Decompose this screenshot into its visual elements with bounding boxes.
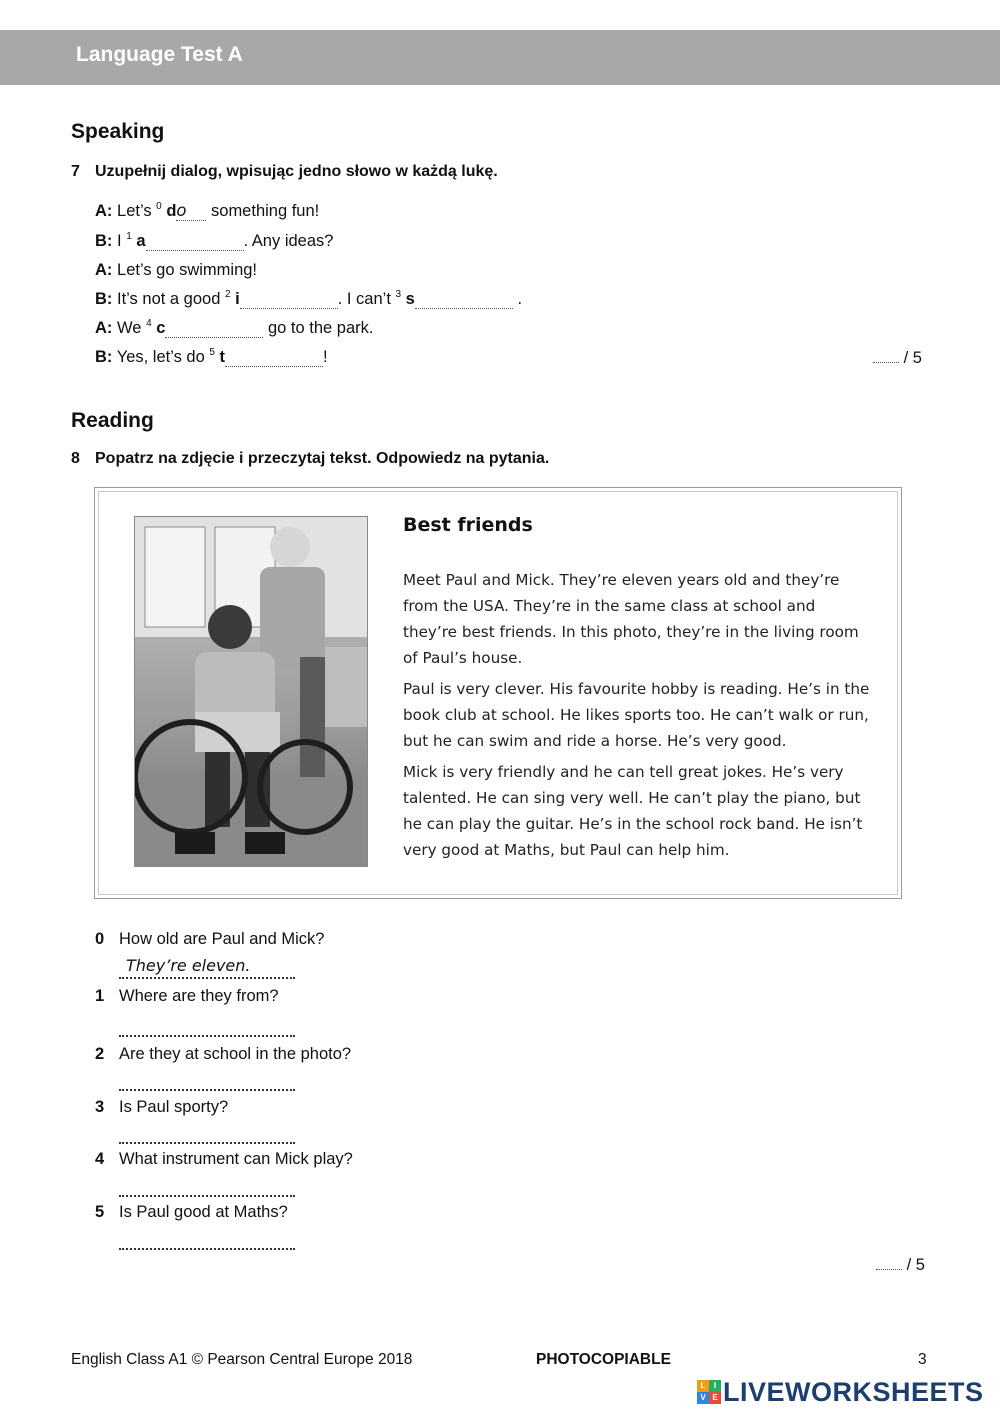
answer-3-input[interactable] [119,1124,295,1142]
footer-photocopiable: PHOTOCOPIABLE [536,1351,671,1368]
answer-2-line [119,1071,295,1091]
header-title: Language Test A [76,43,243,66]
brand-name: LIVEWORKSHEETS [723,1376,984,1407]
paragraph-2: Paul is very clever. His favourite hobby is reading. He’s in the book club at school. He likes sports too. He can’t walk or run, but he can swim and ride a horse. He’s very good. [403,680,870,750]
example-gap: o [176,201,206,221]
answer-4-line [119,1177,295,1197]
score-blank [876,1255,902,1270]
answer-3-line [119,1124,295,1144]
reading-score: / 5 [876,1255,925,1275]
answer-5-input[interactable] [119,1230,295,1248]
instruction-number: 8 [71,450,80,467]
dialog-line-5: B: Yes, let’s do $^5$ t ! [95,347,328,366]
answer-5-line [119,1230,295,1250]
example-answer: They’re eleven. [126,956,251,975]
footer-copyright: English Class A1 © Pearson Central Europe 2018 [71,1351,413,1368]
instruction-number: 7 [71,163,80,180]
question-1: 1 Where are they from? [95,987,279,1005]
reading-instruction [71,450,549,468]
photo-boys-wheelchair [134,516,368,867]
reading-title: Reading [71,409,154,432]
paragraph-3: Mick is very friendly and he can tell great jokes. He’s very talented. He can sing very well. He can’t play the piano, but he can play the guitar. He’s in the school rock band. He isn’t very good at Maths, but Paul can help him. [403,763,863,859]
speaking-instruction [71,163,498,181]
question-5: 5 Is Paul good at Maths? [95,1203,288,1221]
gap-4-input[interactable] [165,321,263,338]
dialog-line-2: A: Let’s go swimming! [95,261,258,279]
dialog-line-1: B: I $^1$ a . Any ideas? [95,231,334,250]
answer-4-input[interactable] [119,1177,295,1195]
text-title: Best friends [403,514,533,536]
gap-5-input[interactable] [225,350,323,367]
gap-1-input[interactable] [146,234,244,251]
liveworksheets-brand[interactable] [697,1376,984,1408]
dialog-line-4: A: We $^4$ c go to the park. [95,318,374,337]
answer-2-input[interactable] [119,1071,295,1089]
dialog-line-0: A: Let’s $^0$ do something fun! [95,201,320,220]
page-header [0,30,1000,85]
page-number: 3 [918,1351,927,1368]
dialog-line-3: B: It’s not a good $^2$ i . I can’t $^3$ s . [95,289,523,308]
gap-3-input[interactable] [415,292,513,309]
question-3: 3 Is Paul sporty? [95,1098,229,1116]
speaking-title: Speaking [71,120,165,143]
paragraph-1: Meet Paul and Mick. They’re eleven years old and they’re from the USA. They’re in the same class at school and they’re best friends. In this photo, they’re in the living room of Paul’s house. [403,571,859,667]
instruction-text: Uzupełnij dialog, wpisując jedno słowo w każdą lukę. [95,163,498,180]
question-2: 2 Are they at school in the photo? [95,1045,352,1063]
liveworksheets-logo-icon: L I V E [697,1380,721,1404]
question-0: 0 How old are Paul and Mick? [95,930,325,948]
answer-1-input[interactable] [119,1017,295,1035]
answer-1-line [119,1017,295,1037]
speaking-score: / 5 [873,348,922,368]
instruction-text: Popatrz na zdjęcie i przeczytaj tekst. Odpowiedz na pytania. [95,450,550,467]
score-blank [873,348,899,363]
question-4: 4 What instrument can Mick play? [95,1150,353,1168]
gap-2-input[interactable] [240,292,338,309]
photo-image [135,517,368,867]
